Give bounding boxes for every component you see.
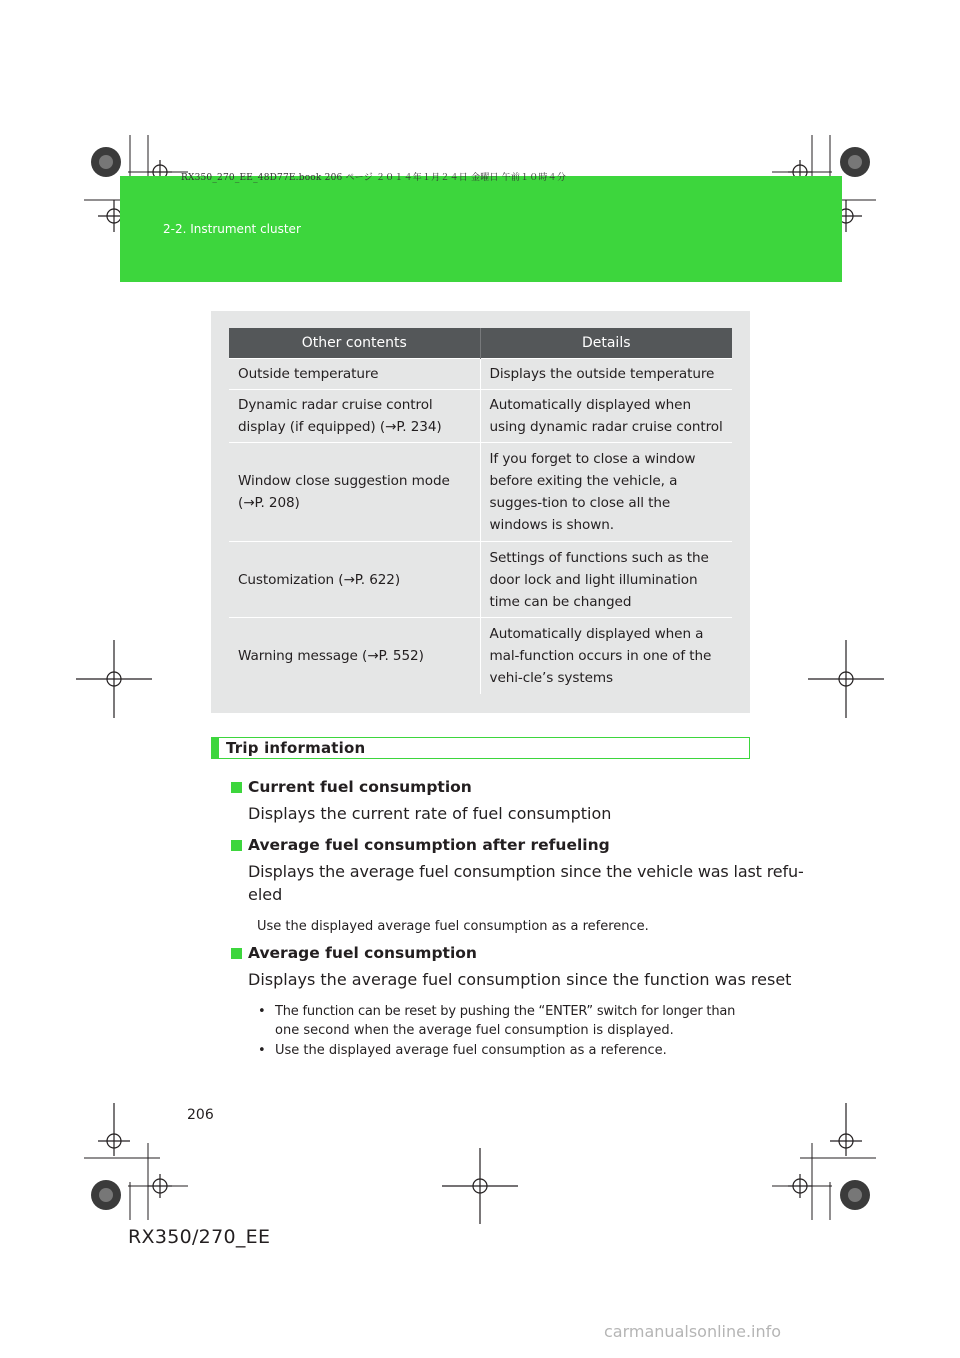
print-info: RX350_270_EE_48D77E.book 206 ページ ２０１４年１月２４日 金曜日 午前１０時４分 — [181, 173, 567, 183]
average-fuel-text: Displays the average fuel consumption since the function was reset — [248, 970, 792, 989]
table-row — [229, 390, 732, 443]
table-header-row — [229, 328, 732, 359]
table-cell-content: Window close suggestion mode (→P. 208) — [229, 443, 480, 542]
table-cell-content: Outside temperature — [229, 359, 480, 390]
average-after-refueling-text-2: eled — [248, 885, 283, 904]
bullet-text-2: Use the displayed average fuel consumption as a reference. — [275, 1043, 667, 1058]
bullet-dot: • — [258, 1043, 266, 1058]
average-after-refueling-note: Use the displayed average fuel consumption as a reference. — [257, 919, 649, 934]
table-row — [229, 542, 732, 618]
table-cell-content: Dynamic radar cruise control display (if equipped) (→P. 234) — [229, 390, 480, 443]
table-cell-content: Warning message (→P. 552) — [229, 618, 480, 694]
subheading-current-fuel: Current fuel consumption — [248, 778, 472, 796]
header-other-contents: Other contents — [229, 328, 480, 359]
bullet-square-icon — [231, 782, 242, 793]
page-number: 206 — [187, 1107, 214, 1123]
table-cell-details: Displays the outside temperature — [480, 359, 732, 390]
table-row — [229, 443, 732, 542]
table-cell-content: Customization (→P. 622) — [229, 542, 480, 618]
bullet-square-icon — [231, 948, 242, 959]
table-cell-details: Settings of functions such as the door lock and light illumination time can be changed — [480, 542, 732, 618]
footer-model: RX350/270_EE — [128, 1226, 271, 1248]
bullet-square-icon — [231, 840, 242, 851]
table-cell-details: Automatically displayed when a mal-function occurs in one of the vehi-cle’s systems — [480, 618, 732, 694]
contents-table — [229, 328, 732, 694]
table-row — [229, 359, 732, 390]
table-row — [229, 618, 732, 694]
table-cell-details: If you forget to close a window before exiting the vehicle, a sugges-tion to close all the windows is shown. — [480, 443, 732, 542]
bullet-dot: • — [258, 1004, 266, 1019]
subheading-average-fuel: Average fuel consumption — [248, 944, 477, 962]
table-cell-details: Automatically displayed when using dynamic radar cruise control — [480, 390, 732, 443]
section-heading: 2-2. Instrument cluster — [163, 222, 301, 236]
current-fuel-text: Displays the current rate of fuel consumption — [248, 804, 612, 823]
subheading-average-after-refueling: Average fuel consumption after refueling — [248, 836, 610, 854]
bullet-text-1-line-2: one second when the average fuel consumption is displayed. — [275, 1023, 674, 1038]
trip-information-title: Trip information — [226, 739, 366, 757]
watermark: carmanualsonline.info — [604, 1322, 782, 1341]
average-after-refueling-text-1: Displays the average fuel consumption since the vehicle was last refu- — [248, 862, 804, 881]
header-details: Details — [480, 328, 732, 359]
bullet-text-1-line-1: The function can be reset by pushing the “ENTER” switch for longer than — [275, 1004, 736, 1019]
